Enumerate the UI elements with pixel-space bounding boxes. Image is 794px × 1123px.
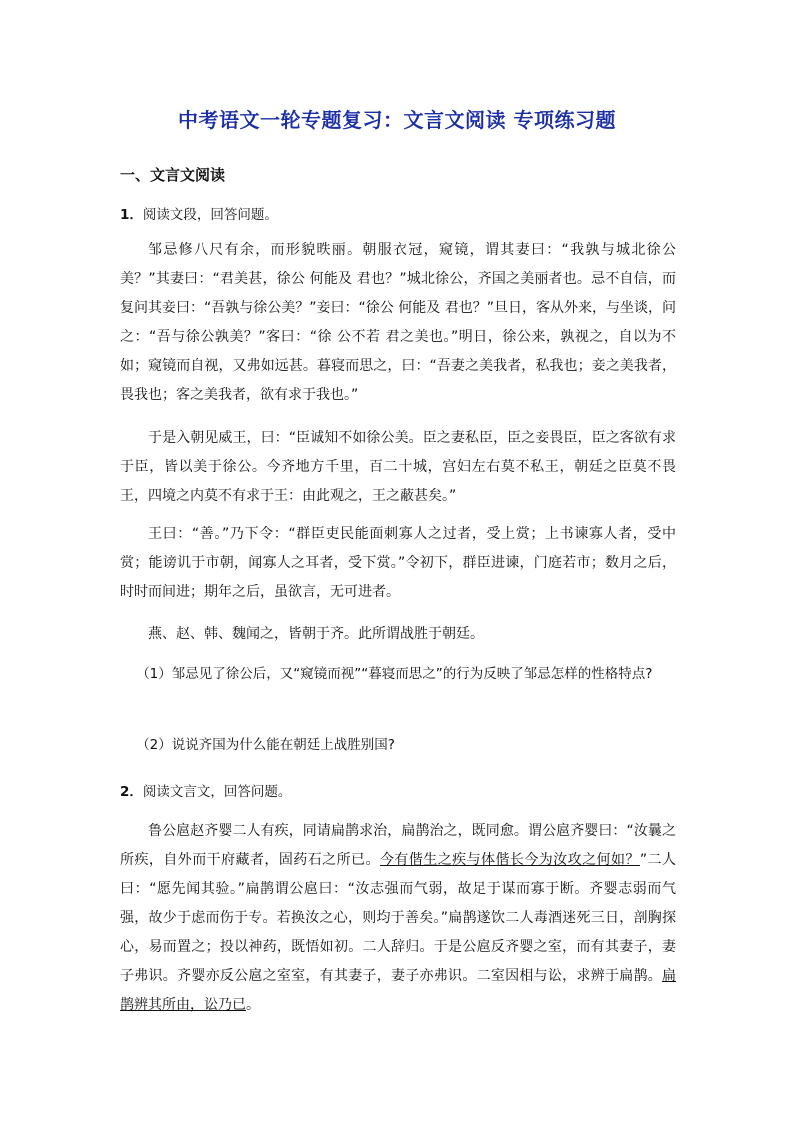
underlined-sentence: 今有偕生之疾与体偕长今为汝攻之何如？ [379, 852, 640, 868]
question-1-instruction [120, 203, 278, 223]
passage-paragraph: 鲁公扈赵齐婴二人有疾，同请扁鹊求治，扁鹊治之，既同愈。谓公扈齐婴曰：“汝曩之所疾，自外而干府藏者，固药石之所已。今有偕生之疾与体偕长今为汝攻之何如？”二人曰：“愿先闻其验。”扁鹊谓公扈曰：“汝志强而气弱，故足于谋而寡于断。齐婴志弱而气强，故少于虑而伤于专。若换汝之心，则均于善矣。”扁鹊遂饮二人毒酒迷死三日，剖胸探心，易而置之；投以神药，既悟如初。二人辞归。于是公扈反齐婴之室，而有其妻子，妻子弗识。齐婴亦反公扈之室室，有其妻子，妻子亦弗识。二室因相与讼，求辨于扁鹊。扁鹊辨其所由，讼乃已。 [120, 823, 677, 1013]
passage-paragraph: 燕、赵、韩、魏闻之，皆朝于齐。此所谓战胜于朝廷。 [148, 626, 484, 642]
underlined-sentence: 扁鹊辨其所由，讼乃已 [120, 968, 676, 1013]
sub-question: （2）说说齐国为什么能在朝廷上战胜别国? [136, 737, 395, 753]
page-title: 中考语文一轮专题复习：文言文阅读 专项练习题 [178, 108, 616, 132]
question-instruction-text: 阅读文段，回答问题。 [142, 207, 278, 223]
passage-paragraph: 于是入朝见威王，曰：“臣诚知不如徐公美。臣之妻私臣，臣之妾畏臣，臣之客欲有求于臣，皆以美于徐公。今齐地方千里，百二十城，宫妇左右莫不私王，朝廷之臣莫不畏王，四境之内莫不有求于王：由此观之，王之蔽甚矣。” [120, 430, 676, 504]
section-heading: 一、文言文阅读 [120, 166, 226, 184]
question-instruction-text: 阅读文言文，回答问题。 [142, 784, 292, 800]
question-number: 2． [120, 784, 143, 800]
question-number: 1． [120, 207, 143, 223]
passage-paragraph: 王曰：“善。”乃下令：“群臣吏民能面刺寡人之过者，受上赏；上书谏寡人者，受中赏；能谤讥于市朝，闻寡人之耳者，受下赏。”令初下，群臣进谏，门庭若市；数月之后，时时而间进；期年之后，虽欲言，无可进者。 [120, 526, 676, 600]
sub-question: （1）邹忌见了徐公后，又“窥镜而视”“暮寝而思之”的行为反映了邹忌怎样的性格特点? [136, 666, 653, 682]
question-2-instruction [120, 780, 291, 800]
passage-paragraph: 邹忌修八尺有余，而形貌昳丽。朝服衣冠，窥镜，谓其妻曰：“我孰与城北徐公美？”其妻曰：“君美甚，徐公 何能及 君也？”城北徐公，齐国之美丽者也。忌不自信，而复问其妾曰：“吾孰与徐公美？”妾曰：“徐公 何能及 君也？”旦日，客从外来，与坐谈，问之：“吾与徐公孰美？”客曰：“徐 公不若 君之美也。”明日，徐公来，孰视之，自以为不如；窥镜而自视，又弗如远甚。暮寝而思之，曰：“吾妻之美我者，私我也；妾之美我者，畏我也；客之美我者，欲有求于我也。” [120, 242, 676, 403]
